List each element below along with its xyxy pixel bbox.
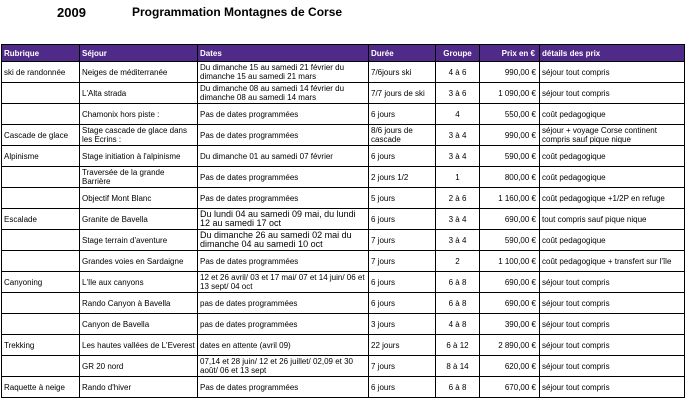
cell-groupe: 3 à 4: [436, 125, 480, 146]
cell-duree: 7 jours: [369, 230, 436, 251]
table-row: [2, 335, 685, 356]
table-row: [2, 314, 685, 335]
cell-dates: Du dimanche 26 au samedi 02 mai du dimanche 04 au samedi 10 oct: [198, 230, 369, 251]
cell-dates: Du dimanche 08 au samedi 14 février du dimanche 08 au samedi 14 mars: [198, 83, 369, 104]
table-row: [2, 62, 685, 83]
cell-dates: Du lundi 04 au samedi 09 mai, du lundi 12 au samedi 17 oct: [198, 209, 369, 230]
cell-prix: 390,00 €: [480, 314, 540, 335]
column-header-dates: Dates: [198, 45, 369, 62]
cell-prix: 990,00 €: [480, 62, 540, 83]
cell-details: séjour tout compris: [540, 62, 685, 83]
cell-dates: Pas de dates programmées: [198, 188, 369, 209]
cell-groupe: 2: [436, 251, 480, 272]
table-row: [2, 377, 685, 398]
cell-rubrique: [2, 104, 80, 125]
cell-prix: 1 160,00 €: [480, 188, 540, 209]
cell-sejour: L'Alta strada: [80, 83, 198, 104]
cell-duree: 7 jours: [369, 251, 436, 272]
cell-sejour: Rando Canyon à Bavella: [80, 293, 198, 314]
cell-dates: Pas de dates programmées: [198, 104, 369, 125]
cell-details: séjour tout compris: [540, 293, 685, 314]
cell-sejour: Stage initiation à l'alpinisme: [80, 146, 198, 167]
cell-duree: 6 jours: [369, 146, 436, 167]
table-header-row: [2, 45, 685, 62]
cell-dates: Pas de dates programmées: [198, 377, 369, 398]
cell-prix: 1 090,00 €: [480, 83, 540, 104]
cell-rubrique: [2, 167, 80, 188]
table-row: [2, 230, 685, 251]
cell-rubrique: Alpinisme: [2, 146, 80, 167]
cell-duree: 7/7 jours de ski: [369, 83, 436, 104]
cell-details: coût pedagogique: [540, 230, 685, 251]
cell-dates: 07,14 et 28 juin/ 12 et 26 juillet/ 02,09 et 30 août/ 06 et 13 sept: [198, 356, 369, 377]
column-header-rubrique: Rubrique: [2, 45, 80, 62]
cell-dates: pas de dates programmées: [198, 293, 369, 314]
cell-groupe: 3 à 4: [436, 146, 480, 167]
cell-sejour: Neiges de méditerranée: [80, 62, 198, 83]
cell-details: séjour + voyage Corse continent compris sauf pique nique: [540, 125, 685, 146]
cell-groupe: 6 à 8: [436, 377, 480, 398]
cell-duree: 6 jours: [369, 104, 436, 125]
cell-sejour: Chamonix hors piste :: [80, 104, 198, 125]
cell-prix: 590,00 €: [480, 146, 540, 167]
cell-prix: 690,00 €: [480, 272, 540, 293]
cell-sejour: Canyon de Bavella: [80, 314, 198, 335]
cell-sejour: GR 20 nord: [80, 356, 198, 377]
cell-details: coût pedagogique: [540, 167, 685, 188]
cell-details: tout compris sauf pique nique: [540, 209, 685, 230]
column-header-duree: Durée: [369, 45, 436, 62]
cell-rubrique: Raquette à neige: [2, 377, 80, 398]
cell-groupe: 6 à 12: [436, 335, 480, 356]
table-row: [2, 188, 685, 209]
cell-prix: 990,00 €: [480, 125, 540, 146]
cell-details: séjour tout compris: [540, 272, 685, 293]
cell-duree: 5 jours: [369, 188, 436, 209]
cell-rubrique: [2, 188, 80, 209]
table-row: [2, 356, 685, 377]
cell-sejour: Traversée de la grande Barrière: [80, 167, 198, 188]
cell-rubrique: [2, 314, 80, 335]
column-header-sejour: Séjour: [80, 45, 198, 62]
cell-details: coût pedagogique +1/2P en refuge: [540, 188, 685, 209]
table-row: [2, 251, 685, 272]
cell-duree: 22 jours: [369, 335, 436, 356]
cell-details: séjour tout compris: [540, 335, 685, 356]
cell-sejour: Stage terrain d'aventure: [80, 230, 198, 251]
cell-prix: 690,00 €: [480, 293, 540, 314]
cell-prix: 690,00 €: [480, 209, 540, 230]
cell-sejour: Grandes voies en Sardaigne: [80, 251, 198, 272]
table-row: [2, 293, 685, 314]
cell-groupe: 4 à 8: [436, 314, 480, 335]
cell-prix: 1 100,00 €: [480, 251, 540, 272]
cell-prix: 620,00 €: [480, 356, 540, 377]
cell-dates: dates en attente (avril 09): [198, 335, 369, 356]
cell-groupe: 8 à 14: [436, 356, 480, 377]
cell-duree: 6 jours: [369, 209, 436, 230]
cell-duree: 2 jours 1/2: [369, 167, 436, 188]
cell-dates: Pas de dates programmées: [198, 125, 369, 146]
cell-groupe: 6 à 8: [436, 272, 480, 293]
cell-groupe: 3 à 4: [436, 209, 480, 230]
cell-dates: Pas de dates programmées: [198, 167, 369, 188]
cell-groupe: 1: [436, 167, 480, 188]
cell-duree: 6 jours: [369, 377, 436, 398]
cell-prix: 590,00 €: [480, 230, 540, 251]
cell-groupe: 6 à 8: [436, 293, 480, 314]
page-title: Programmation Montagnes de Corse: [132, 5, 343, 19]
column-header-groupe: Groupe: [436, 45, 480, 62]
cell-duree: 6 jours: [369, 293, 436, 314]
cell-rubrique: [2, 251, 80, 272]
table-row: [2, 209, 685, 230]
column-header-details: détails des prix: [540, 45, 685, 62]
cell-rubrique: Canyoning: [2, 272, 80, 293]
cell-groupe: 4 à 6: [436, 62, 480, 83]
cell-rubrique: [2, 356, 80, 377]
cell-sejour: Objectif Mont Blanc: [80, 188, 198, 209]
cell-sejour: Rando d'hiver: [80, 377, 198, 398]
cell-rubrique: ski de randonnée: [2, 62, 80, 83]
cell-rubrique: Cascade de glace: [2, 125, 80, 146]
cell-groupe: 3 à 4: [436, 230, 480, 251]
cell-groupe: 4: [436, 104, 480, 125]
cell-duree: 8/6 jours de cascade: [369, 125, 436, 146]
table-row: [2, 146, 685, 167]
column-header-prix: Prix en €: [480, 45, 540, 62]
cell-sejour: Granite de Bavella: [80, 209, 198, 230]
table-row: [2, 272, 685, 293]
cell-rubrique: Trekking: [2, 335, 80, 356]
cell-prix: 550,00 €: [480, 104, 540, 125]
cell-details: coût pedagogique + transfert sur l'île: [540, 251, 685, 272]
cell-groupe: 2 à 6: [436, 188, 480, 209]
cell-prix: 670,00 €: [480, 377, 540, 398]
table-row: [2, 104, 685, 125]
cell-duree: 3 jours: [369, 314, 436, 335]
cell-details: séjour tout compris: [540, 83, 685, 104]
table-row: [2, 125, 685, 146]
cell-details: séjour tout compris: [540, 377, 685, 398]
cell-sejour: Les hautes vallées de L'Everest: [80, 335, 198, 356]
cell-details: coût pedagogique: [540, 104, 685, 125]
cell-sejour: Stage cascade de glace dans les Ecrins :: [80, 125, 198, 146]
year-heading: 2009: [57, 5, 86, 20]
cell-details: coût pedagogique: [540, 146, 685, 167]
cell-rubrique: [2, 83, 80, 104]
cell-rubrique: [2, 230, 80, 251]
cell-sejour: L'Ile aux canyons: [80, 272, 198, 293]
cell-prix: 800,00 €: [480, 167, 540, 188]
programme-table: [1, 44, 685, 398]
cell-duree: 7/6jours ski: [369, 62, 436, 83]
cell-rubrique: Escalade: [2, 209, 80, 230]
cell-rubrique: [2, 293, 80, 314]
table-row: [2, 83, 685, 104]
cell-dates: 12 et 26 avril/ 03 et 17 mai/ 07 et 14 juin/ 06 et 13 sept/ 04 oct: [198, 272, 369, 293]
cell-groupe: 3 à 6: [436, 83, 480, 104]
cell-details: séjour tout compris: [540, 356, 685, 377]
table-row: [2, 167, 685, 188]
cell-dates: Pas de dates programmées: [198, 251, 369, 272]
cell-prix: 2 890,00 €: [480, 335, 540, 356]
cell-duree: 7 jours: [369, 356, 436, 377]
cell-dates: Du dimanche 15 au samedi 21 février du dimanche 15 au samedi 21 mars: [198, 62, 369, 83]
cell-duree: 6 jours: [369, 272, 436, 293]
cell-dates: Du dimanche 01 au samedi 07 février: [198, 146, 369, 167]
cell-details: séjour tout compris: [540, 314, 685, 335]
cell-dates: pas de dates programmées: [198, 314, 369, 335]
